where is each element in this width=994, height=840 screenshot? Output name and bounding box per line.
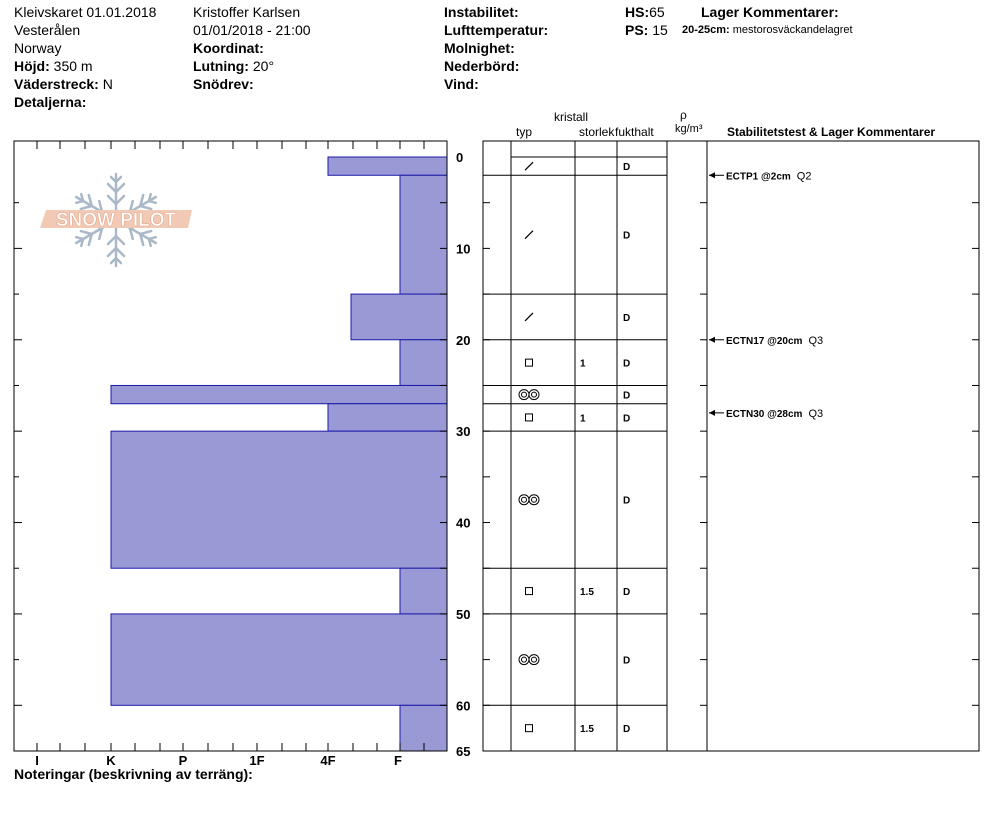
depth-tick-label: 40	[456, 515, 471, 531]
stability-test-label: ECTN30 @28cm	[726, 408, 803, 420]
hardness-bar	[400, 175, 447, 294]
depth-tick-label: 20	[456, 332, 471, 348]
slope-value: 20°	[252, 58, 275, 74]
decomposing-crystal-icon	[525, 162, 533, 170]
crystal-size: 1.5	[580, 587, 594, 599]
moisture-value: D	[623, 495, 631, 507]
elevation-value: 350 m	[53, 58, 93, 74]
melt-freeze-crystal-icon	[519, 655, 539, 665]
stability-test-quality: Q3	[808, 407, 824, 420]
hardness-tick-label: F	[394, 753, 402, 768]
ps-label: PS:	[625, 22, 649, 38]
elevation-label: Höjd:	[14, 58, 50, 74]
moisture-value: D	[623, 390, 631, 402]
col-storlek: storlek	[579, 125, 615, 139]
airtemp-label: Lufttemperatur:	[444, 22, 549, 38]
arrow-left-icon	[709, 337, 715, 343]
layer-table-frame	[483, 141, 979, 751]
melt-freeze-crystal-icon	[519, 495, 539, 505]
depth-tick-label: 30	[456, 424, 471, 440]
stability-tests	[709, 170, 823, 420]
hs-label: HS:	[625, 4, 650, 20]
stability-test-quality: Q2	[796, 170, 812, 183]
moisture-value: D	[623, 413, 631, 425]
cloud-label: Molnighet:	[444, 40, 515, 56]
hs-value: 65	[649, 4, 665, 20]
region: Vesterålen	[14, 22, 81, 38]
slope-label: Lutning:	[193, 58, 249, 74]
notes-label: Noteringar (beskrivning av terräng):	[14, 766, 253, 782]
hardness-tick-label: P	[178, 753, 188, 768]
moisture-value: D	[623, 312, 631, 324]
col-kristall: kristall	[554, 110, 589, 124]
moisture-value: D	[623, 655, 631, 667]
depth-tick-label: 65	[456, 744, 471, 759]
layer-comments-label: Lager Kommentarer:	[701, 4, 839, 20]
decomposing-crystal-icon	[525, 231, 533, 239]
depth-tick-label: 50	[456, 606, 471, 622]
details-label: Detaljerna:	[14, 94, 87, 110]
hardness-bar	[328, 157, 447, 175]
precip-label: Nederbörd:	[444, 58, 520, 74]
drift-label: Snödrev:	[193, 76, 254, 92]
location-date: Kleivskaret 01.01.2018	[14, 4, 157, 20]
depth-tick-label: 0	[456, 150, 464, 165]
wind-label: Vind:	[444, 76, 479, 92]
hardness-tick-label: K	[106, 753, 116, 768]
stability-test-label: ECTP1 @2cm	[726, 171, 791, 183]
moisture-value: D	[623, 587, 631, 599]
hardness-bar	[111, 614, 447, 705]
melt-freeze-crystal-icon	[519, 390, 539, 400]
faceted-crystal-icon	[526, 725, 533, 732]
depth-tick-label: 60	[456, 698, 471, 714]
observer: Kristoffer Karlsen	[193, 4, 301, 20]
depth-axis	[456, 150, 470, 759]
depth-tick-label: 10	[456, 241, 471, 257]
datetime: 01/01/2018 - 21:00	[193, 22, 311, 38]
col-rho: ρ	[680, 108, 687, 122]
layer-comment-range: 20-25cm:	[682, 24, 730, 36]
arrow-left-icon	[709, 410, 715, 416]
layer-comment-text: mestorosväckandelagret	[732, 24, 853, 36]
hardness-bar	[351, 294, 447, 340]
hardness-bar	[328, 404, 447, 431]
col-typ: typ	[516, 125, 533, 139]
hardness-bar	[111, 431, 447, 568]
crystal-size: 1	[580, 358, 586, 370]
moisture-value: D	[623, 358, 631, 370]
faceted-crystal-icon	[526, 414, 533, 421]
hardness-bar	[400, 568, 447, 614]
hardness-tick-label: 4F	[320, 753, 336, 768]
crystal-size: 1.5	[580, 724, 594, 736]
col-density-unit: kg/m³	[675, 123, 703, 135]
crystal-size: 1	[580, 413, 586, 425]
country: Norway	[14, 40, 62, 56]
logo-text: SNOW PILOT	[55, 210, 177, 231]
col-stability: Stabilitetstest & Lager Kommentarer	[727, 125, 936, 139]
aspect-label: Väderstreck:	[14, 76, 99, 92]
coord-label: Koordinat:	[193, 40, 264, 56]
arrow-left-icon	[709, 172, 715, 178]
decomposing-crystal-icon	[525, 313, 533, 321]
hardness-tick-label: 1F	[249, 753, 265, 768]
moisture-value: D	[623, 162, 631, 174]
moisture-value: D	[623, 230, 631, 242]
aspect-value: N	[102, 76, 113, 92]
stability-test-label: ECTN17 @20cm	[726, 335, 803, 347]
stability-test-quality: Q3	[808, 334, 824, 347]
instability-label: Instabilitet:	[444, 4, 519, 20]
faceted-crystal-icon	[526, 359, 533, 366]
hardness-tick-label: I	[35, 753, 39, 768]
col-fukthalt: fukthalt	[615, 125, 654, 139]
moisture-value: D	[623, 724, 631, 736]
faceted-crystal-icon	[526, 588, 533, 595]
hardness-profile	[111, 157, 447, 751]
hardness-bar	[111, 385, 447, 403]
ps-value: 15	[652, 22, 668, 38]
hardness-bar	[400, 340, 447, 386]
